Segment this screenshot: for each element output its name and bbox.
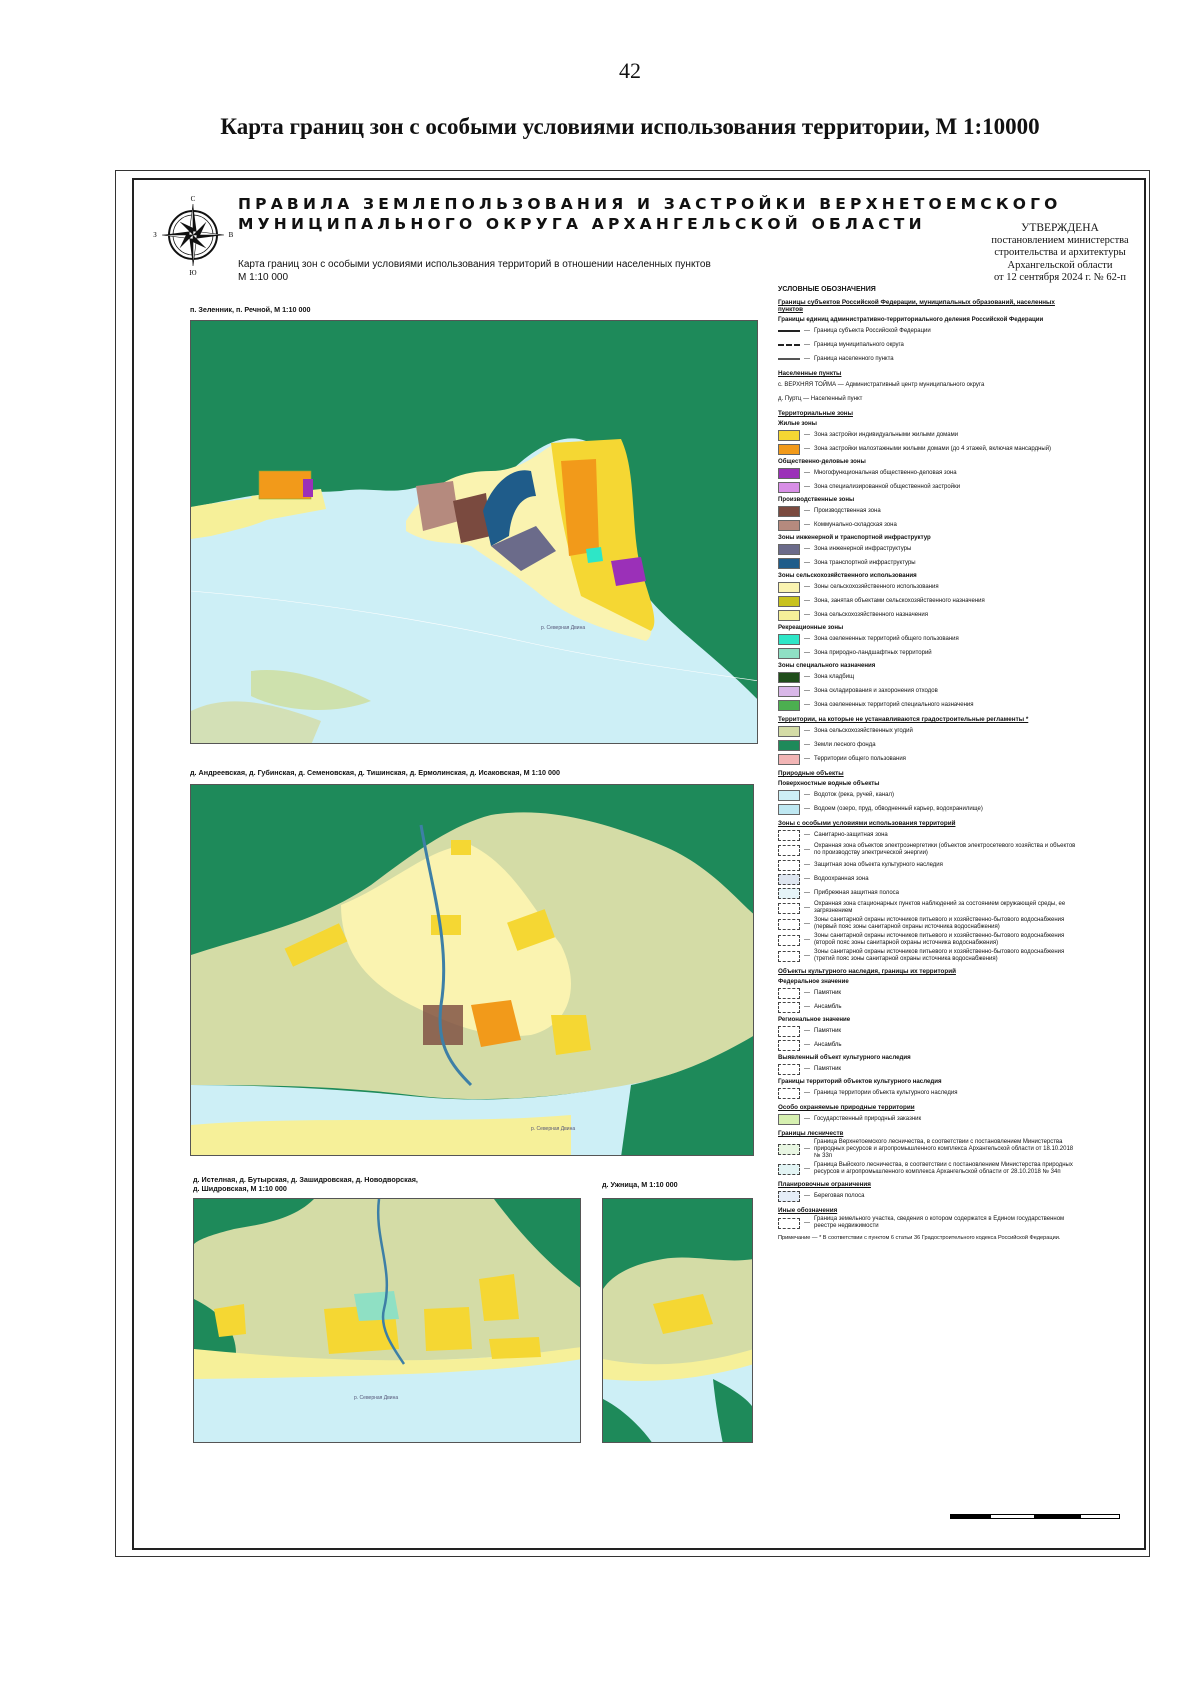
legend-subheading: Производственные зоны (778, 496, 855, 503)
legend-item-label: Многофункциональная общественно-деловая зона (814, 469, 957, 476)
legend-dash: — (804, 875, 810, 882)
legend-item-label: Зона сельскохозяйственных угодий (814, 727, 913, 734)
legend-item (778, 859, 1078, 871)
legend-swatch (778, 1114, 800, 1125)
legend-dash: — (804, 861, 810, 868)
legend-item-label: Граница Верхнетоемского лесничества, в соответствии с постановлением Министерства природных ресурсов и агропромышленного комплекса Архангельской области от 18.10.2018 № 33п (814, 1139, 1074, 1159)
legend-subheading: Выявленный объект культурного наследия (778, 1054, 911, 1061)
legend-item (778, 1216, 1078, 1230)
legend-section-heading: Природные объекты (778, 770, 844, 777)
legend-dash: — (804, 469, 810, 476)
legend-subheading: Жилые зоны (778, 420, 817, 427)
scale-seg-4 (1080, 1514, 1120, 1519)
scale-bar (950, 1508, 1120, 1530)
legend-dash: — (804, 755, 810, 762)
legend-dash: — (804, 521, 810, 528)
legend-section-heading: Границы лесничеств (778, 1130, 844, 1137)
map3-caption (193, 1175, 418, 1193)
legend-item (778, 873, 1078, 885)
compass-w: З (153, 231, 157, 239)
legend-dash: — (804, 583, 810, 590)
approval-line2: строительства и архитектуры (994, 247, 1126, 258)
map3-zone-e (214, 1304, 246, 1337)
legend-swatch (778, 482, 800, 493)
map3-zone-d (489, 1337, 541, 1359)
legend-section-heading: Планировочные ограничения (778, 1181, 871, 1188)
legend-dash: — (804, 445, 810, 452)
legend-dash: — (804, 545, 810, 552)
map1-recreation (586, 547, 603, 563)
map2-zone-d (451, 840, 471, 855)
legend-swatch (778, 919, 800, 930)
legend-item (778, 725, 1078, 737)
legend-swatch (778, 1064, 800, 1075)
legend-swatch (778, 468, 800, 479)
page-number: 42 (619, 58, 641, 83)
legend-swatch (778, 1191, 800, 1202)
legend-item-label: д. Пуртц — Населенный пункт (778, 395, 863, 402)
compass-e: В (228, 231, 234, 239)
legend-dash: — (804, 649, 810, 656)
legend-item (778, 429, 1078, 441)
legend-item (778, 1039, 1078, 1051)
legend-swatch (778, 903, 800, 914)
legend-item-label: Зоны сельскохозяйственного использования (814, 583, 939, 590)
scale-seg-1 (950, 1514, 990, 1519)
legend-item-label: Зона озелененных территорий общего пользования (814, 635, 959, 642)
legend-swatch (778, 951, 800, 962)
sheet-title (238, 194, 1062, 234)
legend-subheading: Зоны инженерной и транспортной инфраструктур (778, 534, 931, 541)
legend-item (778, 379, 1078, 391)
legend-dash: — (804, 1041, 810, 1048)
legend-item-label: Коммунально-складская зона (814, 521, 897, 528)
legend-item-label: Зоны санитарной охраны источников питьевого и хозяйственно-бытового водоснабжения (второй пояс зоны санитарной охраны источника водоснабжения) (814, 933, 1065, 946)
legend-swatch (778, 330, 800, 333)
legend (778, 286, 1078, 1242)
legend-item (778, 933, 1078, 947)
map1-frame (190, 320, 758, 744)
legend-item (778, 609, 1078, 621)
legend-item (778, 739, 1078, 751)
legend-swatch (778, 860, 800, 871)
sheet-subtitle (238, 258, 738, 284)
legend-dash: — (804, 327, 810, 334)
legend-item (778, 481, 1078, 493)
legend-item (778, 789, 1078, 801)
legend-item-label: Граница населенного пункта (814, 355, 894, 362)
legend-item (778, 467, 1078, 479)
sheet-title-line2: МУНИЦИПАЛЬНОГО ОКРУГА АРХАНГЕЛЬСКОЙ ОБЛАСТИ (238, 215, 926, 233)
legend-note: Примечание — * В соответствии с пунктом 6 статьи 36 Градостроительного кодекса Российской Федерации. (778, 1235, 1061, 1241)
legend-item (778, 917, 1078, 931)
legend-dash: — (804, 1089, 810, 1096)
map2-frame (190, 784, 754, 1156)
legend-subheading: Федеральное значение (778, 978, 849, 985)
legend-dash: — (804, 507, 810, 514)
map2-river-label: р. Северная Двина (531, 1126, 576, 1132)
compass-rose-icon (152, 194, 234, 276)
legend-swatch (778, 610, 800, 621)
legend-item-label: Территории общего пользования (814, 755, 906, 762)
legend-item (778, 557, 1078, 569)
legend-item (778, 1001, 1078, 1013)
legend-section-heading: Границы субъектов Российской Федерации, муниципальных образований, населенных пунктов (778, 299, 1055, 313)
legend-subheading: Рекреационные зоны (778, 624, 844, 631)
legend-swatch (778, 700, 800, 711)
legend-item-label: Прибрежная защитная полоса (814, 889, 900, 896)
legend-swatch (778, 672, 800, 683)
legend-dash: — (804, 1027, 810, 1034)
map2-caption: д. Андреевская, д. Губинская, д. Семеновская, д. Тишинская, д. Ермолинская, д. Исаковская, М 1:10 000 (190, 768, 560, 777)
legend-swatch (778, 558, 800, 569)
approval-line1: постановлением министерства (991, 234, 1129, 246)
legend-item-label: Ансамбль (814, 1003, 842, 1010)
legend-swatch (778, 790, 800, 801)
legend-item-label: Водоем (озеро, пруд, обводненный карьер, водохранилище) (814, 805, 983, 812)
legend-swatch (778, 935, 800, 946)
sheet-title-line1: ПРАВИЛА ЗЕМЛЕПОЛЬЗОВАНИЯ И ЗАСТРОЙКИ ВЕРХНЕТОЕМСКОГО (238, 195, 1062, 213)
legend-swatch (778, 582, 800, 593)
legend-item-label: Земли лесного фонда (814, 741, 876, 748)
map3-canvas (194, 1199, 581, 1443)
legend-dash: — (804, 1146, 810, 1152)
legend-dash: — (804, 1115, 810, 1122)
legend-item (778, 443, 1078, 455)
legend-subheading: Зоны сельскохозяйственного использования (778, 572, 917, 579)
legend-swatch (778, 1002, 800, 1013)
legend-item (778, 949, 1078, 963)
legend-item (778, 887, 1078, 899)
legend-item (778, 633, 1078, 645)
legend-swatch (778, 358, 800, 361)
legend-swatch (778, 648, 800, 659)
legend-item (778, 1063, 1078, 1075)
legend-item (778, 1190, 1078, 1202)
legend-swatch (778, 1218, 800, 1229)
legend-item (778, 1162, 1078, 1176)
legend-subheading: Границы единиц административно-территориального деления Российской Федерации (778, 316, 1044, 323)
legend-item-label: Граница территории объекта культурного наследия (814, 1089, 958, 1096)
map1-zelennik-civic (303, 479, 313, 497)
legend-dash: — (804, 1165, 810, 1172)
legend-dash: — (804, 936, 810, 943)
legend-item (778, 685, 1078, 697)
legend-item-label: Зона кладбищ (814, 673, 855, 680)
legend-item-label: Граница муниципального округа (814, 341, 904, 348)
legend-swatch (778, 634, 800, 645)
legend-item-label: Зона сельскохозяйственного назначения (814, 611, 929, 618)
legend-item-label: Зона природно-ландшафтных территорий (814, 649, 932, 656)
map3-zone-b (424, 1307, 472, 1351)
legend-dash: — (804, 1003, 810, 1010)
legend-dash: — (804, 701, 810, 708)
legend-item (778, 505, 1078, 517)
legend-item-label: Производственная зона (814, 507, 881, 514)
legend-item-label: Граница земельного участка, сведения о котором содержатся в Едином государственном реестре недвижимости (814, 1216, 1065, 1229)
legend-item-label: Граница Выйского лесничества, в соответствии с постановлением Министерства природных ресурсов и агропромышленного комплекса Архангельской области от 28.10.2018 № 34п (814, 1162, 1073, 1175)
legend-item (778, 803, 1078, 815)
legend-swatch (778, 726, 800, 737)
legend-item (778, 353, 1078, 365)
map3-river-label: р. Северная Двина (354, 1395, 399, 1401)
compass-n: С (190, 195, 196, 203)
legend-item-label: Памятник (814, 989, 842, 996)
map1-river-label: р. Северная Двина (541, 625, 586, 631)
legend-swatch (778, 544, 800, 555)
legend-swatch (778, 506, 800, 517)
scale-seg-2 (990, 1514, 1035, 1519)
legend-swatch (778, 430, 800, 441)
legend-swatch (778, 1026, 800, 1037)
legend-swatch (778, 988, 800, 999)
legend-section-heading: Населенные пункты (778, 370, 842, 377)
legend-item (778, 519, 1078, 531)
legend-item (778, 1113, 1078, 1125)
approval-line4: от 12 сентября 2024 г. № 62-п (993, 272, 1127, 283)
legend-subheading: Границы территорий объектов культурного наследия (778, 1078, 942, 1085)
legend-item-label: Зона специализированной общественной застройки (814, 483, 961, 490)
legend-item-label: Ансамбль (814, 1041, 842, 1048)
legend-item (778, 987, 1078, 999)
legend-swatch (778, 1144, 800, 1155)
legend-item (778, 339, 1078, 351)
map2-canvas (191, 785, 754, 1156)
legend-section-heading: Иные обозначения (778, 1207, 838, 1214)
legend-dash: — (804, 635, 810, 642)
legend-swatch (778, 520, 800, 531)
legend-swatch (778, 444, 800, 455)
legend-swatch (778, 888, 800, 899)
legend-dash: — (804, 1065, 810, 1072)
legend-item-label: Охранная зона стационарных пунктов наблюдений за состоянием окружающей среды, ее загрязнением (814, 901, 1066, 914)
legend-item-label: Граница субъекта Российской Федерации (814, 327, 931, 334)
legend-item-label: Памятник (814, 1027, 842, 1034)
legend-item-label: Зона застройки индивидуальными жилыми домами (814, 431, 959, 438)
legend-subheading: Региональное значение (778, 1016, 851, 1023)
legend-item (778, 901, 1078, 915)
legend-section-heading: Территории, на которые не устанавливаются градостроительные регламенты * (778, 716, 1029, 723)
map1-canvas (191, 321, 758, 744)
legend-swatch (778, 344, 800, 347)
legend-swatch (778, 754, 800, 765)
legend-dash: — (804, 431, 810, 438)
legend-subheading: Зоны специального назначения (778, 662, 876, 669)
legend-item-label: Охранная зона объектов электроэнергетики (объектов электросетевого хозяйства и объектов по производству электрической энергии) (814, 843, 1076, 856)
legend-item-label: Зона инженерной инфраструктуры (814, 545, 912, 552)
legend-item-label: Государственный природный заказник (814, 1115, 922, 1122)
map4-caption: д. Ужница, М 1:10 000 (602, 1180, 678, 1189)
legend-item-label: Зона, занятая объектами сельскохозяйственного назначения (814, 597, 985, 604)
legend-swatch (778, 740, 800, 751)
legend-section-heading: Зоны с особыми условиями использования территорий (778, 820, 956, 827)
legend-item-label: с. ВЕРХНЯЯ ТОЙМА — Административный центр муниципального округа (778, 381, 985, 388)
legend-item-label: Водоток (река, ручей, канал) (814, 791, 894, 798)
legend-dash: — (804, 791, 810, 798)
map3-frame (193, 1198, 581, 1443)
legend-dash: — (804, 741, 810, 748)
legend-item-label: Защитная зона объекта культурного наследия (814, 861, 943, 868)
map4-canvas (603, 1199, 753, 1443)
map2-zone-b (431, 915, 461, 935)
legend-item-label: Зона озелененных территорий специального назначения (814, 701, 974, 708)
approval-line3: Архангельской области (1007, 259, 1113, 271)
legend-section-heading: Объекты культурного наследия, границы их территорий (778, 968, 956, 975)
legend-swatch (778, 1040, 800, 1051)
legend-item (778, 699, 1078, 711)
legend-swatch (778, 1164, 800, 1175)
legend-dash: — (804, 341, 810, 348)
legend-item (778, 1087, 1078, 1099)
legend-item (778, 647, 1078, 659)
legend-dash: — (804, 831, 810, 838)
legend-title: УСЛОВНЫЕ ОБОЗНАЧЕНИЯ (778, 286, 876, 293)
legend-item (778, 325, 1078, 337)
legend-item (778, 581, 1078, 593)
legend-subheading: Поверхностные водные объекты (778, 780, 880, 787)
legend-item-label: Береговая полоса (814, 1192, 865, 1199)
legend-swatch (778, 830, 800, 841)
legend-item (778, 393, 1078, 405)
legend-dash: — (804, 846, 810, 853)
approval-heading: УТВЕРЖДЕНА (1021, 222, 1099, 234)
legend-swatch (778, 1088, 800, 1099)
map3-zone-c (479, 1274, 519, 1321)
legend-body (778, 299, 1078, 1230)
legend-dash: — (804, 673, 810, 680)
legend-swatch (778, 596, 800, 607)
legend-dash: — (804, 952, 810, 959)
legend-section-heading: Территориальные зоны (778, 410, 853, 417)
legend-dash: — (804, 989, 810, 996)
map3-caption-line2: д. Шидровская, М 1:10 000 (193, 1184, 287, 1193)
legend-item (778, 753, 1078, 765)
legend-dash: — (804, 805, 810, 812)
legend-item-label: Зоны санитарной охраны источников питьевого и хозяйственно-бытового водоснабжения (первый пояс зоны санитарной охраны источника водоснабжения) (814, 917, 1065, 930)
legend-dash: — (804, 355, 810, 362)
page-title: Карта границ зон с особыми условиями использования территории, М 1:10000 (220, 114, 1040, 139)
legend-item (778, 829, 1078, 841)
legend-item-label: Памятник (814, 1065, 842, 1072)
legend-swatch (778, 686, 800, 697)
legend-item-label: Зона транспортной инфраструктуры (814, 559, 916, 566)
legend-dash: — (804, 920, 810, 927)
legend-dash: — (804, 559, 810, 566)
scale-seg-3 (1035, 1514, 1080, 1519)
legend-dash: — (804, 687, 810, 694)
legend-item (778, 1025, 1078, 1037)
legend-dash: — (804, 597, 810, 604)
sheet-scale: М 1:10 000 (238, 272, 289, 283)
legend-swatch (778, 845, 800, 856)
legend-swatch (778, 804, 800, 815)
legend-swatch (778, 874, 800, 885)
legend-dash: — (804, 611, 810, 618)
legend-item (778, 543, 1078, 555)
legend-item (778, 843, 1078, 857)
legend-subheading: Общественно-деловые зоны (778, 458, 866, 465)
legend-item-label: Зоны санитарной охраны источников питьевого и хозяйственно-бытового водоснабжения (третий пояс зоны санитарной охраны источника водоснабжения) (814, 949, 1065, 962)
map2-zone-e (551, 1015, 591, 1055)
legend-dash: — (804, 904, 810, 911)
map1-caption: п. Зеленник, п. Речной, М 1:10 000 (190, 305, 311, 314)
legend-item (778, 595, 1078, 607)
legend-dash: — (804, 889, 810, 896)
legend-dash: — (804, 483, 810, 490)
legend-dash: — (804, 727, 810, 734)
legend-dash: — (804, 1192, 810, 1199)
legend-section-heading: Особо охраняемые природные территории (778, 1104, 915, 1111)
legend-item-label: Зона складирования и захоронения отходов (814, 687, 938, 694)
map1-civic (611, 557, 646, 586)
legend-item-label: Санитарно-защитная зона (814, 831, 888, 838)
map3-recreation (354, 1291, 399, 1321)
legend-item (778, 671, 1078, 683)
map4-frame (602, 1198, 753, 1443)
legend-dash: — (804, 1219, 810, 1226)
legend-item (778, 1139, 1078, 1160)
map3-caption-line1: д. Истелная, д. Бутырская, д. Зашидровская, д. Новодворская, (193, 1175, 418, 1184)
compass-s: Ю (189, 269, 197, 276)
sheet-subtitle-text: Карта границ зон с особыми условиями использования территорий в отношении населенных пунктов (238, 259, 711, 270)
approval-stamp (984, 222, 1136, 285)
legend-item-label: Водоохранная зона (814, 875, 869, 882)
legend-item-label: Зона застройки малоэтажными жилыми домами (до 4 этажей, включая мансардный) (814, 445, 1052, 452)
